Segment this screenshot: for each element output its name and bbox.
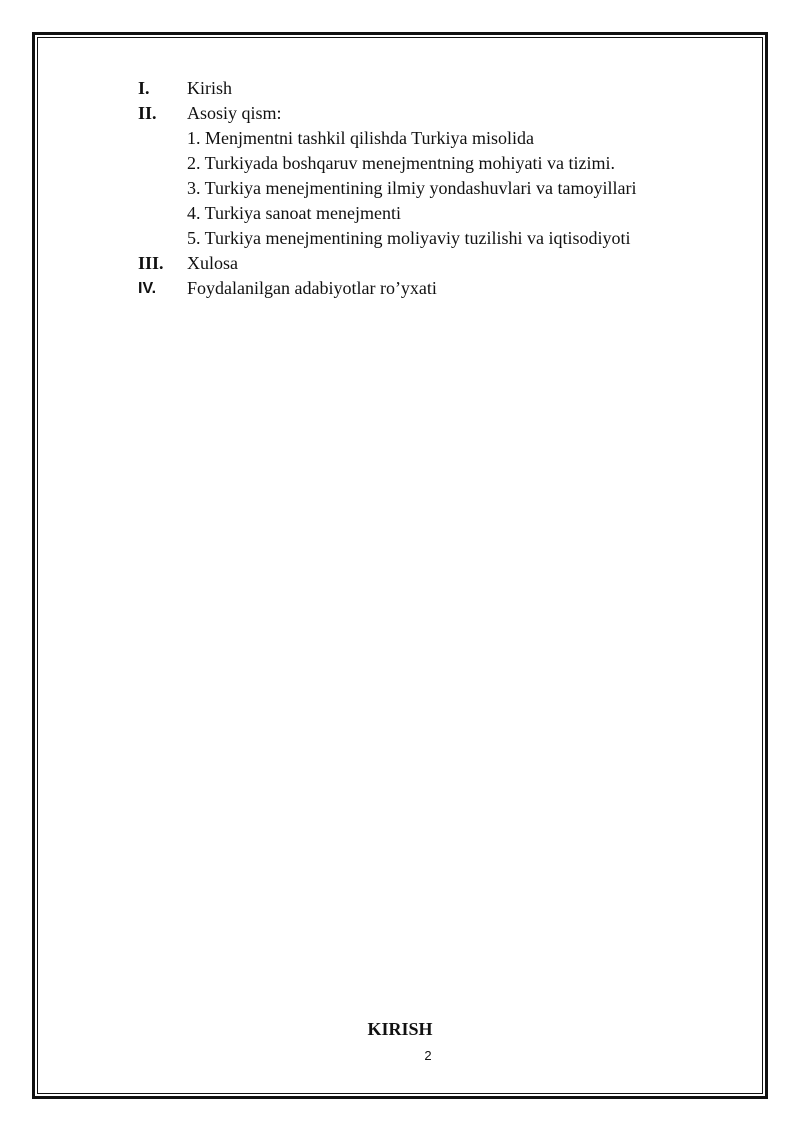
- toc-subitem-5: 5. Turkiya menejmentining moliyaviy tuzilishi va iqtisodiyoti: [187, 228, 631, 248]
- toc-item-main-part: [138, 101, 698, 126]
- toc-item-number: IV.: [138, 280, 157, 297]
- toc-item-number: II.: [138, 103, 157, 123]
- toc-item-label: Foydalanilgan adabiyotlar ro’yxati: [187, 278, 437, 298]
- toc-item-number: III.: [138, 253, 164, 273]
- toc-subitem-4: 4. Turkiya sanoat menejmenti: [187, 203, 401, 223]
- toc-item-references: [138, 276, 698, 301]
- toc-subitem-3: 3. Turkiya menejmentining ilmiy yondashuvlari va tamoyillari: [187, 178, 637, 198]
- toc-item-introduction: [138, 76, 698, 101]
- toc-subitem-2: 2. Turkiyada boshqaruv menejmentning mohiyati va tizimi.: [187, 153, 615, 173]
- toc-item-conclusion: [138, 251, 698, 276]
- toc-item-number: I.: [138, 78, 150, 98]
- section-heading: KIRISH: [367, 1019, 433, 1039]
- page-number: 2: [424, 1048, 432, 1063]
- toc-subitem-1: 1. Menjmentni tashkil qilishda Turkiya misolida: [187, 128, 535, 148]
- toc-item-label: Kirish: [187, 78, 232, 98]
- toc-item-label: Xulosa: [187, 253, 238, 273]
- table-of-contents: [138, 76, 698, 301]
- toc-item-label: Asosiy qism:: [187, 103, 282, 123]
